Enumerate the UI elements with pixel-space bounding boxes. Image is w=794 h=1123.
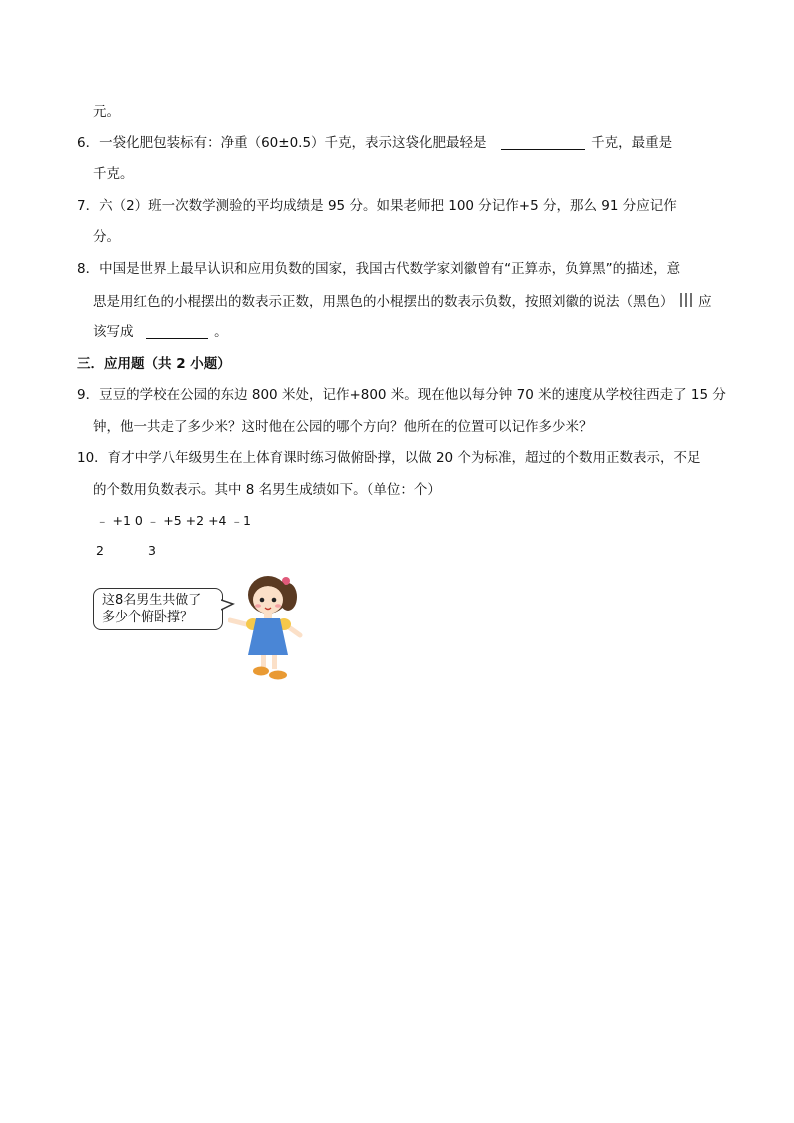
scores-row-1: ﹣ +1 0 ﹣ +5 +2 +4 ﹣1 — [96, 513, 251, 528]
question-9-line2: 钟，他一共走了多少米？这时他在公园的哪个方向？他所在的位置可以记作多少米？ — [93, 419, 593, 435]
q8-blank — [146, 324, 208, 339]
q8-text-b: 应 — [698, 294, 712, 310]
question-9-line1: 9．豆豆的学校在公园的东边 800 米处，记作+800 米。现在他以每分钟 70 米的速度从学校往西走了 15 分 — [77, 387, 726, 403]
q8-text-a: 思是用红色的小棍摆出的数表示正数，用黑色的小棍摆出的数表示负数，按照刘徽的说法（黑色） — [93, 294, 674, 310]
girl-left-shoe — [253, 667, 269, 676]
question-10-line2: 的个数用负数表示。其中 8 名男生成绩如下。（单位：个） — [93, 482, 441, 498]
question-6-line1 — [77, 134, 672, 152]
speech-line-1: 这8名男生共做了 — [102, 593, 202, 608]
black-rod-numeral-icon — [678, 292, 694, 308]
q6-text-b: 千克，最重是 — [591, 135, 673, 151]
question-7-line2: 分。 — [93, 229, 120, 245]
question-7-line1: 7．六（2）班一次数学测验的平均成绩是 95 分。如果老师把 100 分记作+5 分，那么 91 分应记作 — [77, 198, 677, 214]
question-6-line2: 千克。 — [93, 166, 134, 182]
section-3-heading: 三．应用题（共 2 小题） — [77, 356, 231, 372]
question-8-line2 — [93, 292, 712, 311]
q6-blank-min — [501, 135, 585, 150]
girl-right-eye — [272, 598, 277, 603]
girl-right-shoe — [269, 671, 287, 680]
q5-tail: 元。 — [93, 104, 120, 120]
scores-row-2-b: 3 — [148, 543, 156, 558]
girl-left-eye — [260, 598, 265, 603]
question-10-line1: 10．育才中学八年级男生在上体育课时练习做俯卧撑，以做 20 个为标准，超过的个数用正数表示，不足 — [77, 450, 701, 466]
girl-illustration — [228, 573, 308, 683]
speech-bubble — [93, 588, 223, 630]
speech-line-2: 多少个俯卧撑？ — [102, 610, 194, 625]
q6-text-a: 6．一袋化肥包装标有：净重（60±0.5）千克，表示这袋化肥最轻是 — [77, 135, 487, 151]
q8-text-d: 。 — [214, 324, 228, 340]
question-8-line1: 8．中国是世界上最早认识和应用负数的国家，我国古代数学家刘徽曾有“正算赤，负算黑”的描述，意 — [77, 261, 681, 277]
question-8-line3 — [93, 323, 228, 341]
scores-row-2-a: 2 — [96, 543, 104, 558]
q8-text-c: 该写成 — [93, 324, 134, 340]
